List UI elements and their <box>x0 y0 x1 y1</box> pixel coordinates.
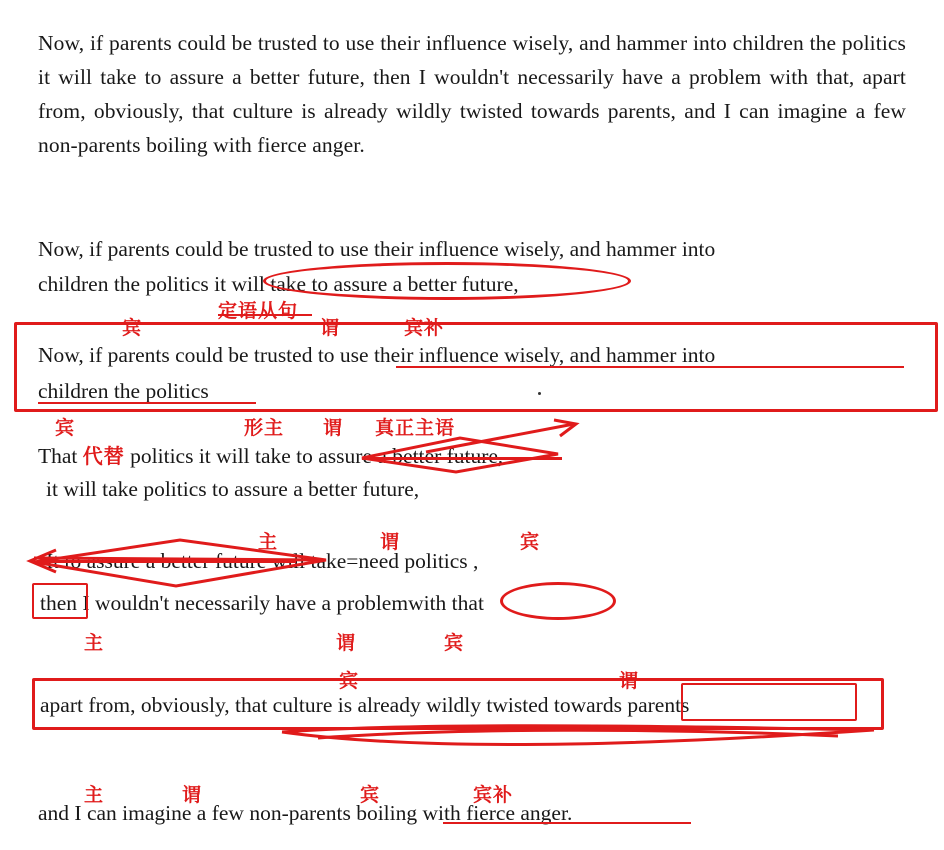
label-subject-3: 主 <box>84 784 105 806</box>
block2-line1: Now, if parents could be trusted to use their influence wisely, and hammer into <box>38 237 716 261</box>
ink-rect-towards-parents <box>681 683 857 721</box>
label-object-2: 宾 <box>55 417 76 439</box>
label-object-complement-1: 宾补 <box>404 317 445 339</box>
label-attributive-clause: 定语从句 <box>218 300 299 322</box>
label-predicate-5: 谓 <box>619 670 640 692</box>
label-predicate-2: 谓 <box>323 417 344 439</box>
block4-line2: it will take politics to assure a better future, <box>46 477 420 501</box>
label-subject-1: 主 <box>258 531 279 553</box>
block5-with-that: with that <box>408 591 484 615</box>
ink-strike-block5 <box>40 560 296 563</box>
label-object-4: 宾 <box>444 632 465 654</box>
label-real-subject: 真正主语 <box>375 417 456 439</box>
block3-line2: children the politics <box>38 379 209 403</box>
block5-middle: I wouldn't necessarily have a problem <box>77 591 409 615</box>
block4-text-rest: politics it will take to assure a better future, <box>124 444 504 468</box>
label-subject-2: 主 <box>84 632 105 654</box>
block5-then: then <box>40 591 78 615</box>
block5-line2 <box>40 588 484 618</box>
label-predicate-1: 谓 <box>320 317 341 339</box>
label-object-3: 宾 <box>520 531 541 553</box>
block3-line1: Now, if parents could be trusted to use their influence wisely, and hammer into <box>38 343 716 367</box>
stray-dot <box>538 392 541 395</box>
block6-towards-parents: towards parents <box>553 693 690 717</box>
block4-text-that: That <box>38 444 83 468</box>
ink-underline-label-1 <box>218 314 312 316</box>
label-predicate-6: 谓 <box>182 784 203 806</box>
label-predicate-4: 谓 <box>336 632 357 654</box>
ink-underline-block3-line2 <box>38 402 256 404</box>
ink-arrowhead-left <box>28 548 58 576</box>
block7-boiling-phrase: boiling with fierce anger <box>356 801 567 825</box>
label-object-complement-2: 宾补 <box>473 784 514 806</box>
block6-text: apart from, obviously, that culture is already wildly twisted <box>40 693 554 717</box>
ink-rect-then <box>32 583 88 619</box>
block5-struck-text: It to assure a better future <box>46 549 267 573</box>
block6-line1 <box>40 690 689 720</box>
paragraph-original: Now, if parents could be trusted to use their influence wisely, and hammer into children the politics it will take to assure a better future, then I wouldn't necessarily have a problem with that, apart from, obviously, that culture is already wildly twisted towards parents, and I can imagine a few non-parents boiling with fierce anger. <box>38 31 906 157</box>
label-object-1: 宾 <box>122 317 143 339</box>
label-object-5: 宾 <box>339 670 360 692</box>
ink-underline-block3-line1 <box>396 366 904 368</box>
label-object-6: 宾 <box>360 784 381 806</box>
block2-line2: children the politics it will take to assure a better future, <box>38 272 519 296</box>
ink-squiggle-block6 <box>278 722 878 756</box>
block5-rest-text: will take=need politics , <box>266 549 479 573</box>
label-predicate-3: 谓 <box>380 531 401 553</box>
block7-text: and I can imagine a few non-parents <box>38 801 357 825</box>
ink-underline-block7 <box>443 822 691 824</box>
ink-ellipse-with-that <box>500 582 616 620</box>
label-substitute: 代替 <box>82 444 125 468</box>
label-formal-subject: 形主 <box>244 417 285 439</box>
ink-arrow-block4 <box>426 420 576 460</box>
block7-period: . <box>566 801 573 825</box>
ink-ellipse-relative-clause <box>263 262 631 300</box>
